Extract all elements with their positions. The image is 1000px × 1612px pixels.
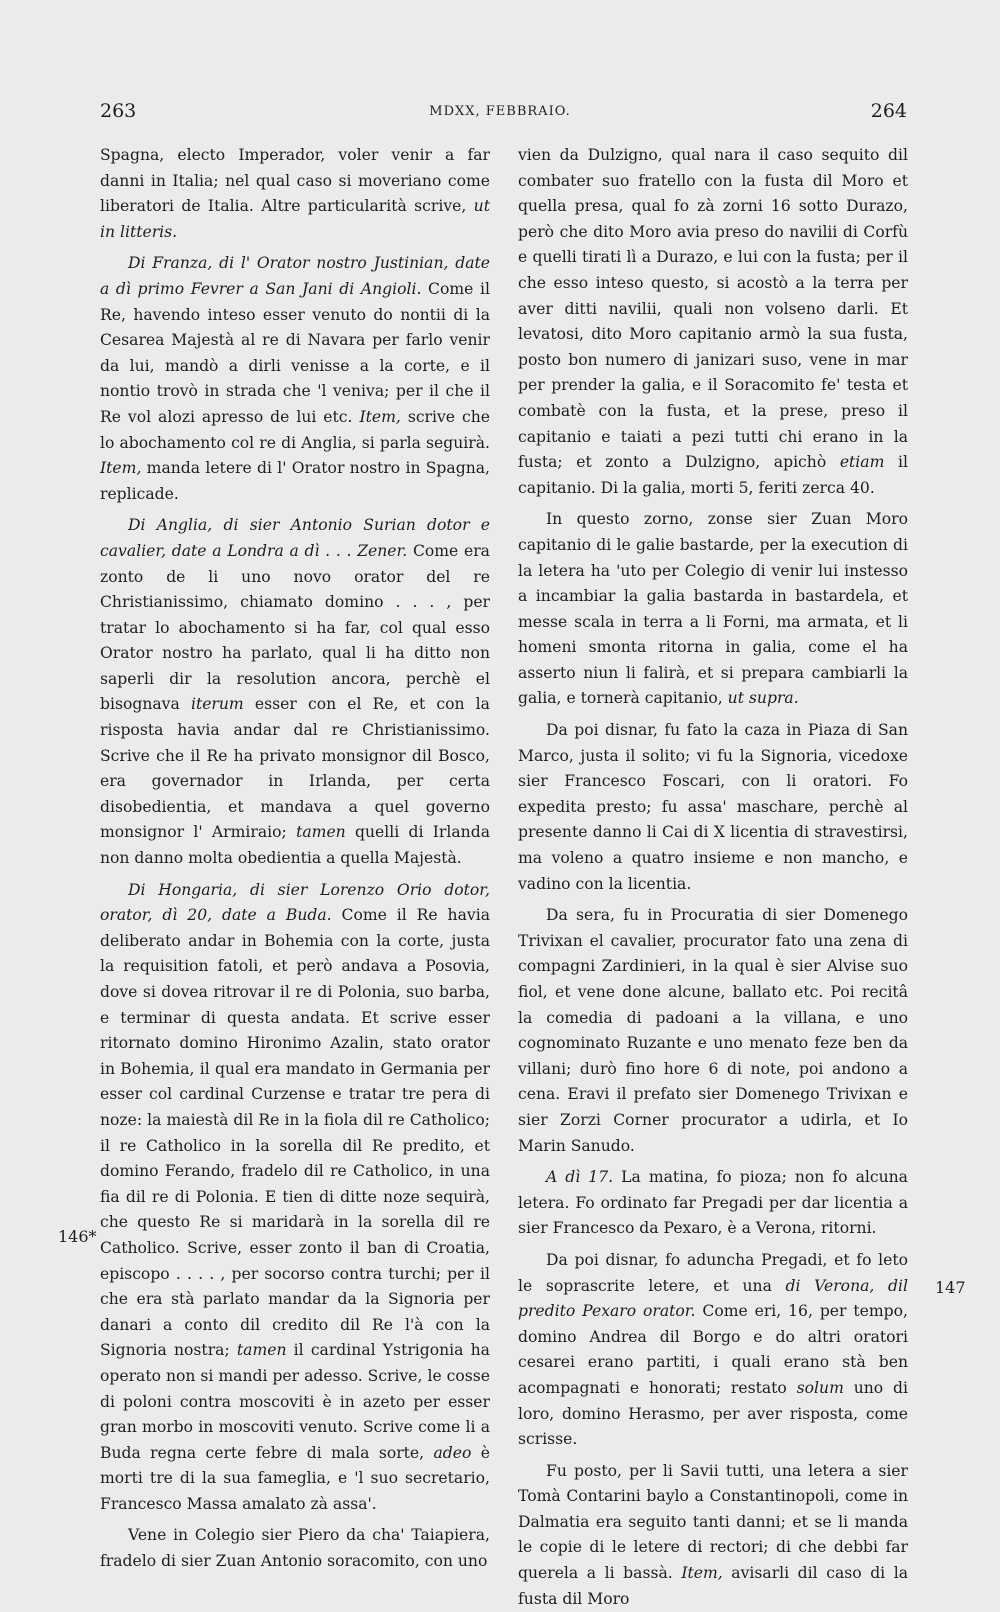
date-heading: A dì 17. bbox=[546, 1168, 614, 1187]
text-run: vien da Dulzigno, qual nara il caso sequito dil combater suo fratello con la fusta dil Moro et quella presa, qual fo zà zorni 16 sotto Durazo, però che dito Moro avia preso do navilii di Corfù e quelli tirati lì a Durazo, e lui con la fusta; per il che esso inteso questo, si acostò a la terra per aver ditti navilii, quali non volseno darli. Et levatosi, dito Moro capitanio armò la sua fusta, posto bon numero di janizari suso, vene in mar per prender la galia, e il Soracomito fe' testa et combatè con la fusta, et la prese, preso il capitanio e taiati a pezi tutti chi erano in la fusta; et zonto a Dulzigno, apichò bbox=[518, 146, 908, 472]
text-run: manda letere di l' Orator nostro in Spagna, replicade. bbox=[100, 459, 490, 503]
italic-text-run: etiam bbox=[839, 453, 885, 472]
text-run: è morti tre di la sua fameglia, e 'l suo secretario, Francesco Massa amalato zà assa'. bbox=[100, 1443, 490, 1513]
dispatch-heading: Di Anglia, di sier Antonio Surian dotor e cavalier, date a Londra a dì . . . Zener. bbox=[100, 516, 490, 560]
right-page-number: 264 bbox=[870, 100, 907, 122]
left-margin-note: 146* bbox=[58, 1227, 97, 1246]
text-run: La matina, fo pioza; non fo alcuna letera. Fo ordinato far Pregadi per dar licentia a sier Francesco da Pexaro, è a Verona, ritorni. bbox=[518, 1168, 908, 1238]
left-text-column bbox=[100, 143, 490, 1575]
paragraph bbox=[518, 1165, 908, 1242]
text-run: In questo zorno, zonse sier Zuan Moro capitanio di le galie bastarde, per la execution di la letera ha 'uto per Colegio di venir lui instesso a incambiar la galia bastarda in bastardela, et messe scala in terra a li Forni, ma armata, et li homeni smonta ritorna in galia, come el ha asserto niun li falirà, et si prepara cambiarli la galia, e tornerà capitanio, bbox=[518, 510, 908, 708]
paragraph bbox=[100, 143, 490, 245]
italic-text-run: tamen bbox=[236, 1341, 287, 1360]
text-run: Fu posto, per li Savii tutti, una letera a sier Tomà Contarini baylo a Constantinopoli, come in Dalmatia era seguito tanti danni; et se li manda le copie di le letere di rectori; di che debbi far querela a li bassà. bbox=[518, 1461, 908, 1583]
text-run: esser con el Re, et con la risposta havia andar dal re Christianissimo. Scrive che il Re ha privato monsignor dil Bosco, era governador in Irlanda, per certa disobedientia, et mandava a quel governo monsignor l' Armiraio; bbox=[100, 695, 490, 842]
text-run: uno di loro, domino Herasmo, per aver risposta, come scrisse. bbox=[518, 1378, 908, 1449]
text-run: quelli di Irlanda non danno molta obedientia a quella Majestà. bbox=[100, 823, 490, 868]
italic-text-run: iterum bbox=[190, 695, 244, 714]
paragraph bbox=[100, 1523, 490, 1574]
text-run: Da sera, fu in Procuratia di sier Domenego Trivixan el cavalier, procurator fato una zena di compagni Zardinieri, in la qual è sier Alvise suo fiol, et vene done alcune, ballato etc. Poi recitâ la comedia di padoani a la villana, e uno cognominato Ruzante e uno menato feze ben da villani; durò fino hore 6 di note, poi andono a cena. Eravi il prefato sier Domenego Trivixan e sier Zorzi Corner procurator a udirla, et Io Marin Sanudo. bbox=[518, 906, 908, 1155]
italic-text-run: ut in litteris. bbox=[100, 197, 490, 241]
text-run: Come era zonto de li uno novo orator del re Christianissimo, chiamato domino . . . , per tratar lo abochamento si ha far, col qual esso Orator nostro ha parlato, qual li ha ditto non saperli dir la resolution ancora, perchè el bisognava bbox=[100, 541, 490, 714]
running-head bbox=[0, 100, 1000, 130]
paragraph bbox=[100, 878, 490, 1518]
right-text-column bbox=[518, 143, 908, 1612]
paragraph bbox=[100, 513, 490, 871]
right-margin-note: 147 bbox=[935, 1278, 966, 1297]
dispatch-heading: Di Hongaria, di sier Lorenzo Orio dotor, orator, dì 20, date a Buda. bbox=[100, 880, 490, 925]
text-run: Vene in Colegio sier Piero da cha' Taiapiera, fradelo di sier Zuan Antonio soracomito, con uno bbox=[100, 1526, 490, 1571]
text-run: Come il Re, havendo inteso esser venuto do nontii di la Cesarea Majestà al re di Navara per farlo venir da lui, mandò a dirli venisse a la corte, e il nontio trovò in strada che 'l veniva; per il che il Re vol alozi apresso de lui etc. bbox=[100, 279, 490, 426]
italic-text-run: Item, bbox=[359, 407, 401, 426]
paragraph bbox=[518, 718, 908, 897]
italic-text-run: Item, bbox=[100, 459, 142, 478]
italic-text-run: Item, bbox=[681, 1564, 723, 1583]
text-run: Da poi disnar, fo aduncha Pregadi, et fo leto le soprascrite letere, et una bbox=[518, 1250, 908, 1295]
paragraph bbox=[518, 143, 908, 501]
header-title: MDXX, FEBBRAIO. bbox=[429, 104, 571, 119]
italic-text-run: adeo bbox=[433, 1443, 472, 1462]
paragraph bbox=[518, 1248, 908, 1453]
left-page-number: 263 bbox=[100, 100, 137, 122]
text-run: il capitanio. Di la galia, morti 5, feriti zerca 40. bbox=[518, 453, 908, 497]
italic-text-run: di Verona, dil predito Pexaro orator. bbox=[518, 1276, 908, 1321]
paragraph bbox=[518, 1459, 908, 1612]
text-run: scrive che lo abochamento col re di Anglia, si parla seguirà. bbox=[100, 407, 490, 452]
paragraph bbox=[100, 251, 490, 507]
italic-text-run: tamen bbox=[296, 823, 346, 842]
text-run: il cardinal Ystrigonia ha operato non si mandi per adesso. Scrive, le cosse di poloni contra moscoviti è in azeto per esser gran morbo in moscoviti venuto. Scrive come li a Buda regna certe febre di mala sorte, bbox=[100, 1341, 490, 1462]
italic-text-run: ut supra. bbox=[727, 689, 799, 708]
italic-text-run: solum bbox=[796, 1378, 844, 1397]
text-run: Come eri, 16, per tempo, domino Andrea dil Borgo e do altri oratori cesarei erano partiti, i quali erano stà ben acompagnati e honorati; restato bbox=[518, 1302, 908, 1397]
text-run: Come il Re havia deliberato andar in Bohemia con la corte, justa la requisition fatoli, et però andava a Posovia, dove si dovea ritrovar il re di Polonia, suo barba, e terminar di questa andata. Et scrive esser ritornato domino Hironimo Azalin, stato orator in Bohemia, il qual era mandato in Germania per esser col cardinal Curzense e tratar tre pera di noze: la maiestà dil Re in la fiola dil re Catholico; il re Catholico in la sorella dil Re predito, et domino Ferando, fradelo dil re Catholico, in una fia dil re di Polonia. E tien di ditte noze sequirà, che questo Re si maridarà in la sorella dil re Catholico. Scrive, esser zonto il ban di Croatia, episcopo . . . . , per socorso contra turchi; per il che era stà parlato mandar da la Signoria per danari a conto dil credito dil Re l'à con la Signoria nostra; bbox=[100, 906, 490, 1360]
text-run: avisarli dil caso di la fusta dil Moro bbox=[518, 1564, 909, 1608]
paragraph bbox=[518, 903, 908, 1159]
text-run: Spagna, electo Imperador, voler venir a far danni in Italia; nel qual caso si moveriano come liberatori de Italia. Altre particularità scrive, bbox=[100, 146, 490, 216]
paragraph bbox=[518, 507, 908, 712]
text-run: Da poi disnar, fu fato la caza in Piaza di San Marco, justa il solito; vi fu la Signoria, vicedoxe sier Francesco Foscari, con li oratori. Fo expedita presto; fu assa' maschare, perchè al presente danno li Cai di X licentia di stravestirsi, ma voleno a quatro insieme e non mancho, e vadino con la licentia. bbox=[518, 721, 908, 893]
dispatch-heading: Di Franza, di l' Orator nostro Justinian, date a dì primo Fevrer a San Jani di Angioli. bbox=[100, 254, 490, 298]
